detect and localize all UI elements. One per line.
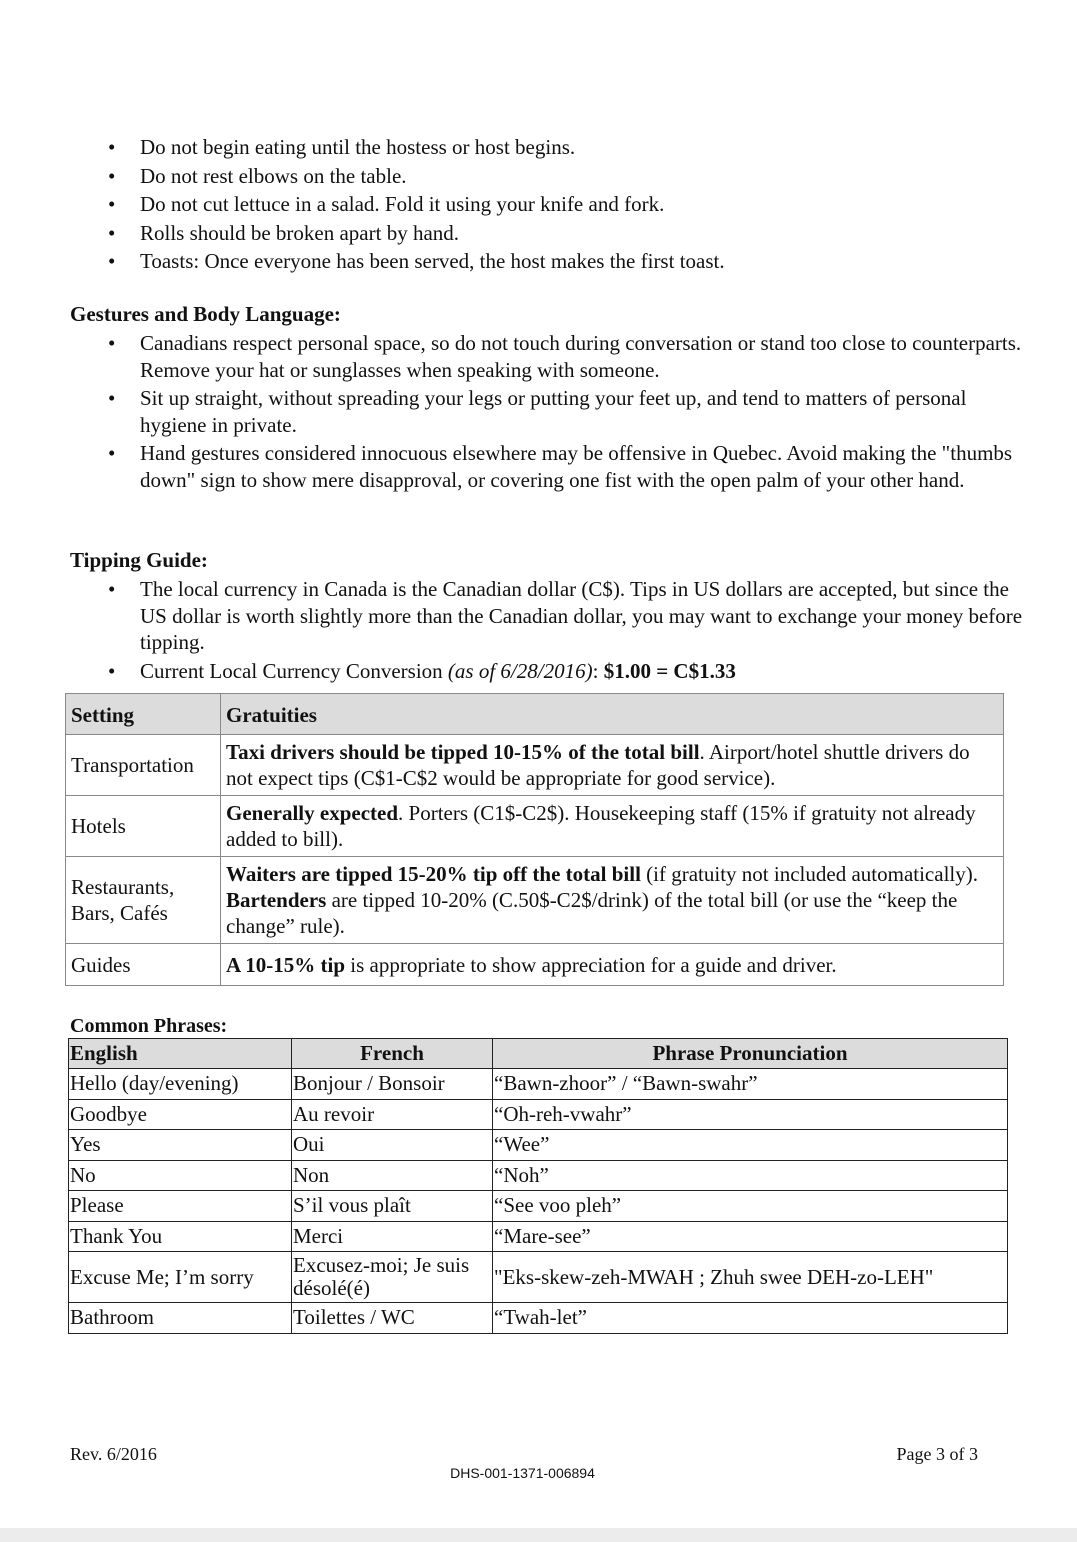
gratuity-cell: Generally expected. Porters (C1$-C2$). Housekeeping staff (15% if gratuity not already added to bill).: [221, 796, 1004, 857]
english-cell: Bathroom: [69, 1303, 292, 1334]
english-cell: No: [69, 1160, 292, 1191]
pronunciation-cell: “Wee”: [493, 1130, 1008, 1161]
list-item: • Do not begin eating until the hostess or host begins.: [70, 133, 1030, 162]
list-item: • Hand gestures considered innocuous elsewhere may be offensive in Quebec. Avoid making the "thumbs down" sign to show mere disapproval, or covering one fist with the open palm of your other hand.: [108, 441, 1013, 492]
english-cell: Yes: [69, 1130, 292, 1161]
table-row: [69, 1160, 1008, 1191]
bullet: •: [108, 192, 116, 216]
table-row: [66, 796, 1004, 857]
english-cell: Thank You: [69, 1221, 292, 1252]
currency-conversion-item: • Current Local Currency Conversion (as of 6/28/2016): $1.00 = C$1.33: [108, 658, 736, 683]
list-item: • The local currency in Canada is the Canadian dollar (C$). Tips in US dollars are accepted, but since the US dollar is worth slightly more than the Canadian dollar, you may want to exchange your money before tipping.: [108, 577, 1023, 654]
setting-cell: Transportation: [66, 735, 221, 796]
tipping-table: [65, 693, 1004, 986]
table-row: [69, 1130, 1008, 1161]
gratuity-cell: Waiters are tipped 15-20% tip off the total bill (if gratuity not included automatically). Bartenders are tipped 10-20% (C.50$-C2$/drink) of the total bill (or use the “keep the change” rule).: [221, 857, 1004, 944]
table-row: [66, 857, 1004, 944]
french-cell: Toilettes / WC: [292, 1303, 493, 1334]
bullet: •: [108, 441, 116, 465]
french-cell: Merci: [292, 1221, 493, 1252]
header-pronunciation: Phrase Pronunciation: [493, 1039, 1008, 1069]
list-item: • Rolls should be broken apart by hand.: [70, 219, 1030, 248]
header-gratuities: Gratuities: [221, 694, 1004, 735]
phrases-heading: Common Phrases:: [70, 1015, 228, 1037]
conversion-rate: $1.00 = C$1.33: [603, 658, 736, 683]
footer-document-id: DHS-001-1371-006894: [450, 1465, 595, 1481]
bullet: •: [108, 249, 116, 273]
phrases-table: [68, 1038, 1008, 1334]
tipping-heading: Tipping Guide:: [70, 548, 208, 572]
conversion-date: (as of 6/28/2016): [447, 658, 593, 683]
pronunciation-cell: “Mare-see”: [493, 1221, 1008, 1252]
table-header-row: [66, 694, 1004, 735]
footer-page-number: Page 3 of 3: [896, 1444, 978, 1464]
pronunciation-cell: “See voo pleh”: [493, 1191, 1008, 1222]
english-cell: Excuse Me; I’m sorry: [69, 1252, 292, 1303]
bullet: •: [108, 220, 116, 245]
french-cell: Bonjour / Bonsoir: [292, 1069, 493, 1100]
table-row: [66, 944, 1004, 986]
bullet: •: [108, 135, 116, 159]
list-item: • Do not cut lettuce in a salad. Fold it using your knife and fork.: [70, 190, 1030, 219]
french-cell: S’il vous plaît: [292, 1191, 493, 1222]
bullet: •: [108, 163, 116, 188]
gratuity-cell: Taxi drivers should be tipped 10-15% of the total bill. Airport/hotel shuttle drivers do not expect tips (C$1-C$2 would be appropriate for good service).: [221, 735, 1004, 796]
pronunciation-cell: “Oh-reh-vwahr”: [493, 1099, 1008, 1130]
list-item: • Canadians respect personal space, so do not touch during conversation or stand too close to counterparts. Remove your hat or sunglasses when speaking with someone.: [108, 331, 1022, 382]
viewer-bottom-strip: [0, 1528, 1077, 1542]
english-cell: Goodbye: [69, 1099, 292, 1130]
footer-revision: Rev. 6/2016: [70, 1444, 157, 1464]
french-cell: Au revoir: [292, 1099, 493, 1130]
setting-cell: Hotels: [66, 796, 221, 857]
table-row: [69, 1069, 1008, 1100]
pronunciation-cell: “Twah-let”: [493, 1303, 1008, 1334]
header-english: English: [69, 1039, 292, 1069]
english-cell: Please: [69, 1191, 292, 1222]
gestures-heading: Gestures and Body Language:: [70, 302, 341, 326]
bullet: •: [108, 658, 116, 683]
setting-cell: Guides: [66, 944, 221, 986]
pronunciation-cell: “Bawn-zhoor” / “Bawn-swahr”: [493, 1069, 1008, 1100]
list-item: • Do not rest elbows on the table.: [70, 162, 1030, 191]
dining-etiquette-list: [70, 133, 1030, 276]
french-cell: Non: [292, 1160, 493, 1191]
table-header-row: [69, 1039, 1008, 1069]
gratuity-cell: A 10-15% tip is appropriate to show appreciation for a guide and driver.: [221, 944, 1004, 986]
gestures-list: [70, 330, 1030, 493]
table-row: [69, 1252, 1008, 1303]
french-cell: Excusez-moi; Je suis désolé(é): [292, 1252, 493, 1303]
header-setting: Setting: [66, 694, 221, 735]
tipping-list: [70, 576, 1030, 684]
header-french: French: [292, 1039, 493, 1069]
list-item: • Toasts: Once everyone has been served, the host makes the first toast.: [70, 247, 1030, 276]
setting-cell: Restaurants, Bars, Cafés: [66, 857, 221, 944]
french-cell: Oui: [292, 1130, 493, 1161]
english-cell: Hello (day/evening): [69, 1069, 292, 1100]
bullet: •: [108, 386, 116, 410]
bullet: •: [108, 577, 116, 601]
table-row: [66, 735, 1004, 796]
table-row: [69, 1099, 1008, 1130]
table-row: [69, 1221, 1008, 1252]
list-item: • Sit up straight, without spreading your legs or putting your feet up, and tend to matters of personal hygiene in private.: [108, 386, 967, 437]
pronunciation-cell: “Noh”: [493, 1160, 1008, 1191]
table-row: [69, 1191, 1008, 1222]
pronunciation-cell: "Eks-skew-zeh-MWAH ; Zhuh swee DEH-zo-LEH": [493, 1252, 1008, 1303]
bullet: •: [108, 331, 116, 355]
table-row: [69, 1303, 1008, 1334]
